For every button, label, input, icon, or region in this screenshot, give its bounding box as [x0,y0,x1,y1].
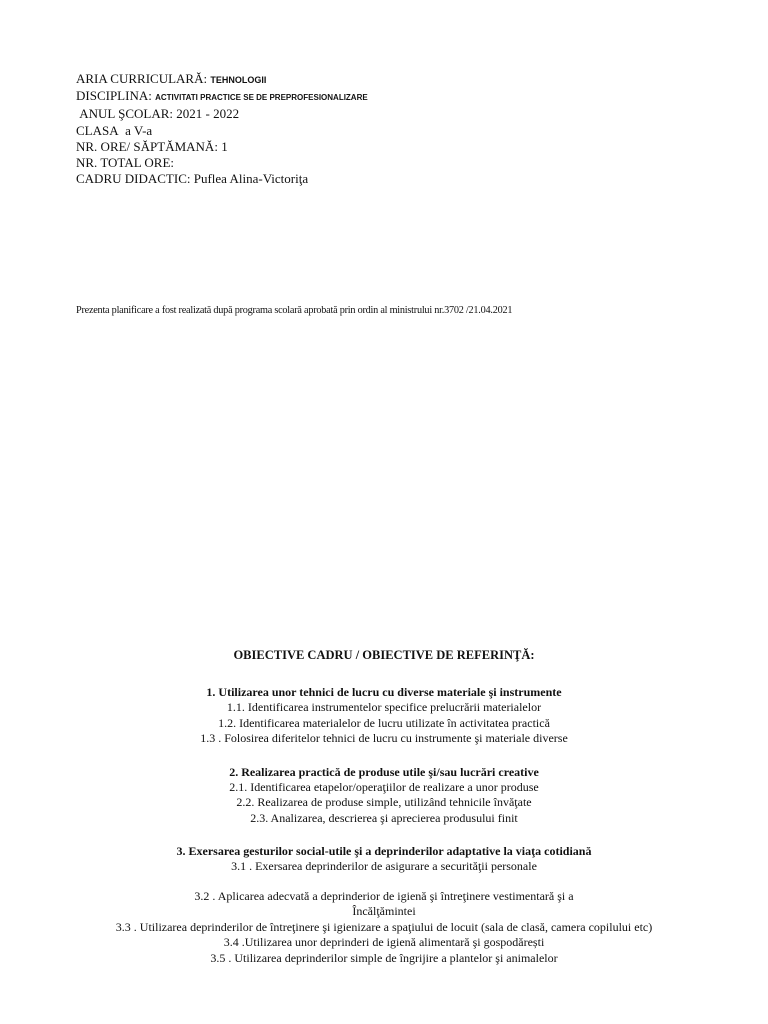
clasa-row [76,123,368,139]
objective-group-title: 3. Exersarea gesturilor social-utile şi a deprinderilor adaptative la viaţa cotidiană [176,844,592,858]
objective-group-title: 1. Utilizarea unor tehnici de lucru cu diverse materiale şi instrumente [206,685,562,699]
spacer [0,875,768,889]
objective-item-continuation: Încălţămintei [352,904,416,918]
objective-item: 1.2. Identificarea materialelor de lucru utilizate în activitatea practică [218,715,550,730]
program-note: Prezenta planificare a fost realizată după programa scolară aprobată prin ordin al ministrului nr.3702 /21.04.2021 [76,304,513,316]
an-scolar-value: 2021 - 2022 [176,106,240,122]
document-header [76,71,368,187]
disciplina-value: ACTIVITATI PRACTICE SE DE PREPROFESIONALIZARE [155,93,368,103]
ore-row [76,139,368,155]
objective-group-1 [0,684,768,747]
clasa-label: CLASA [76,122,119,138]
objective-item: 3.3 . Utilizarea deprinderilor de întreţinere şi igienizare a spaţiului de locuit (sala de clasă, camera copilului etc) [115,919,653,934]
cadru-value: Puflea Alina-Victoriţa [193,171,309,187]
objectives-section [0,648,768,983]
objective-group-title: 2. Realizarea practică de produse utile şi/sau lucrări creative [229,764,539,779]
objective-item: 1.3 . Folosirea diferitelor tehnici de lucru cu instrumente şi materiale diverse [200,731,568,745]
objective-item: 3.4 .Utilizarea unor deprinderi de igienă alimentară şi gospodărești [223,935,545,949]
cadru-label: CADRU DIDACTIC: [76,171,191,187]
objective-group-3 [0,843,768,966]
total-ore-label: NR. TOTAL ORE: [76,155,175,171]
aria-value: TEHNOLOGII [210,75,267,85]
total-ore-row [76,155,368,171]
objective-item: 2.1. Identificarea etapelor/operaţiilor de realizare a unor produse [229,779,539,794]
ore-value: 1 [221,138,228,154]
aria-row [76,71,368,88]
clasa-value: a V-a [125,122,153,138]
an-scolar-row [76,106,368,122]
disciplina-row [76,88,368,106]
cadru-row [76,171,368,187]
objective-group-2 [0,764,768,827]
an-scolar-label: ANUL ŞCOLAR: [79,106,174,122]
ore-label: NR. ORE/ SĂPTĂMANĂ: [76,138,218,154]
objectives-title: OBIECTIVE CADRU / OBIECTIVE DE REFERINŢĂ: [233,648,535,662]
objective-item: 3.1 . Exersarea deprinderilor de asigurare a securităţii personale [231,859,537,873]
objective-item: 2.3. Analizarea, descrierea şi aprecierea produsului finit [250,810,518,825]
objective-item: 1.1. Identificarea instrumentelor specifice prelucrării materialelor [226,700,542,714]
objective-item: 2.2. Realizarea de produse simple, utilizând tehnicile învăţate [236,795,532,809]
objective-item: 3.5 . Utilizarea deprinderilor simple de îngrijire a plantelor şi animalelor [210,950,558,965]
aria-label: ARIA CURRICULARĂ: [76,71,208,86]
disciplina-label: DISCIPLINA: [76,88,152,104]
objective-item: 3.2 . Aplicarea adecvată a deprinderior de igienă şi întreţinere vestimentară şi a [194,888,574,903]
